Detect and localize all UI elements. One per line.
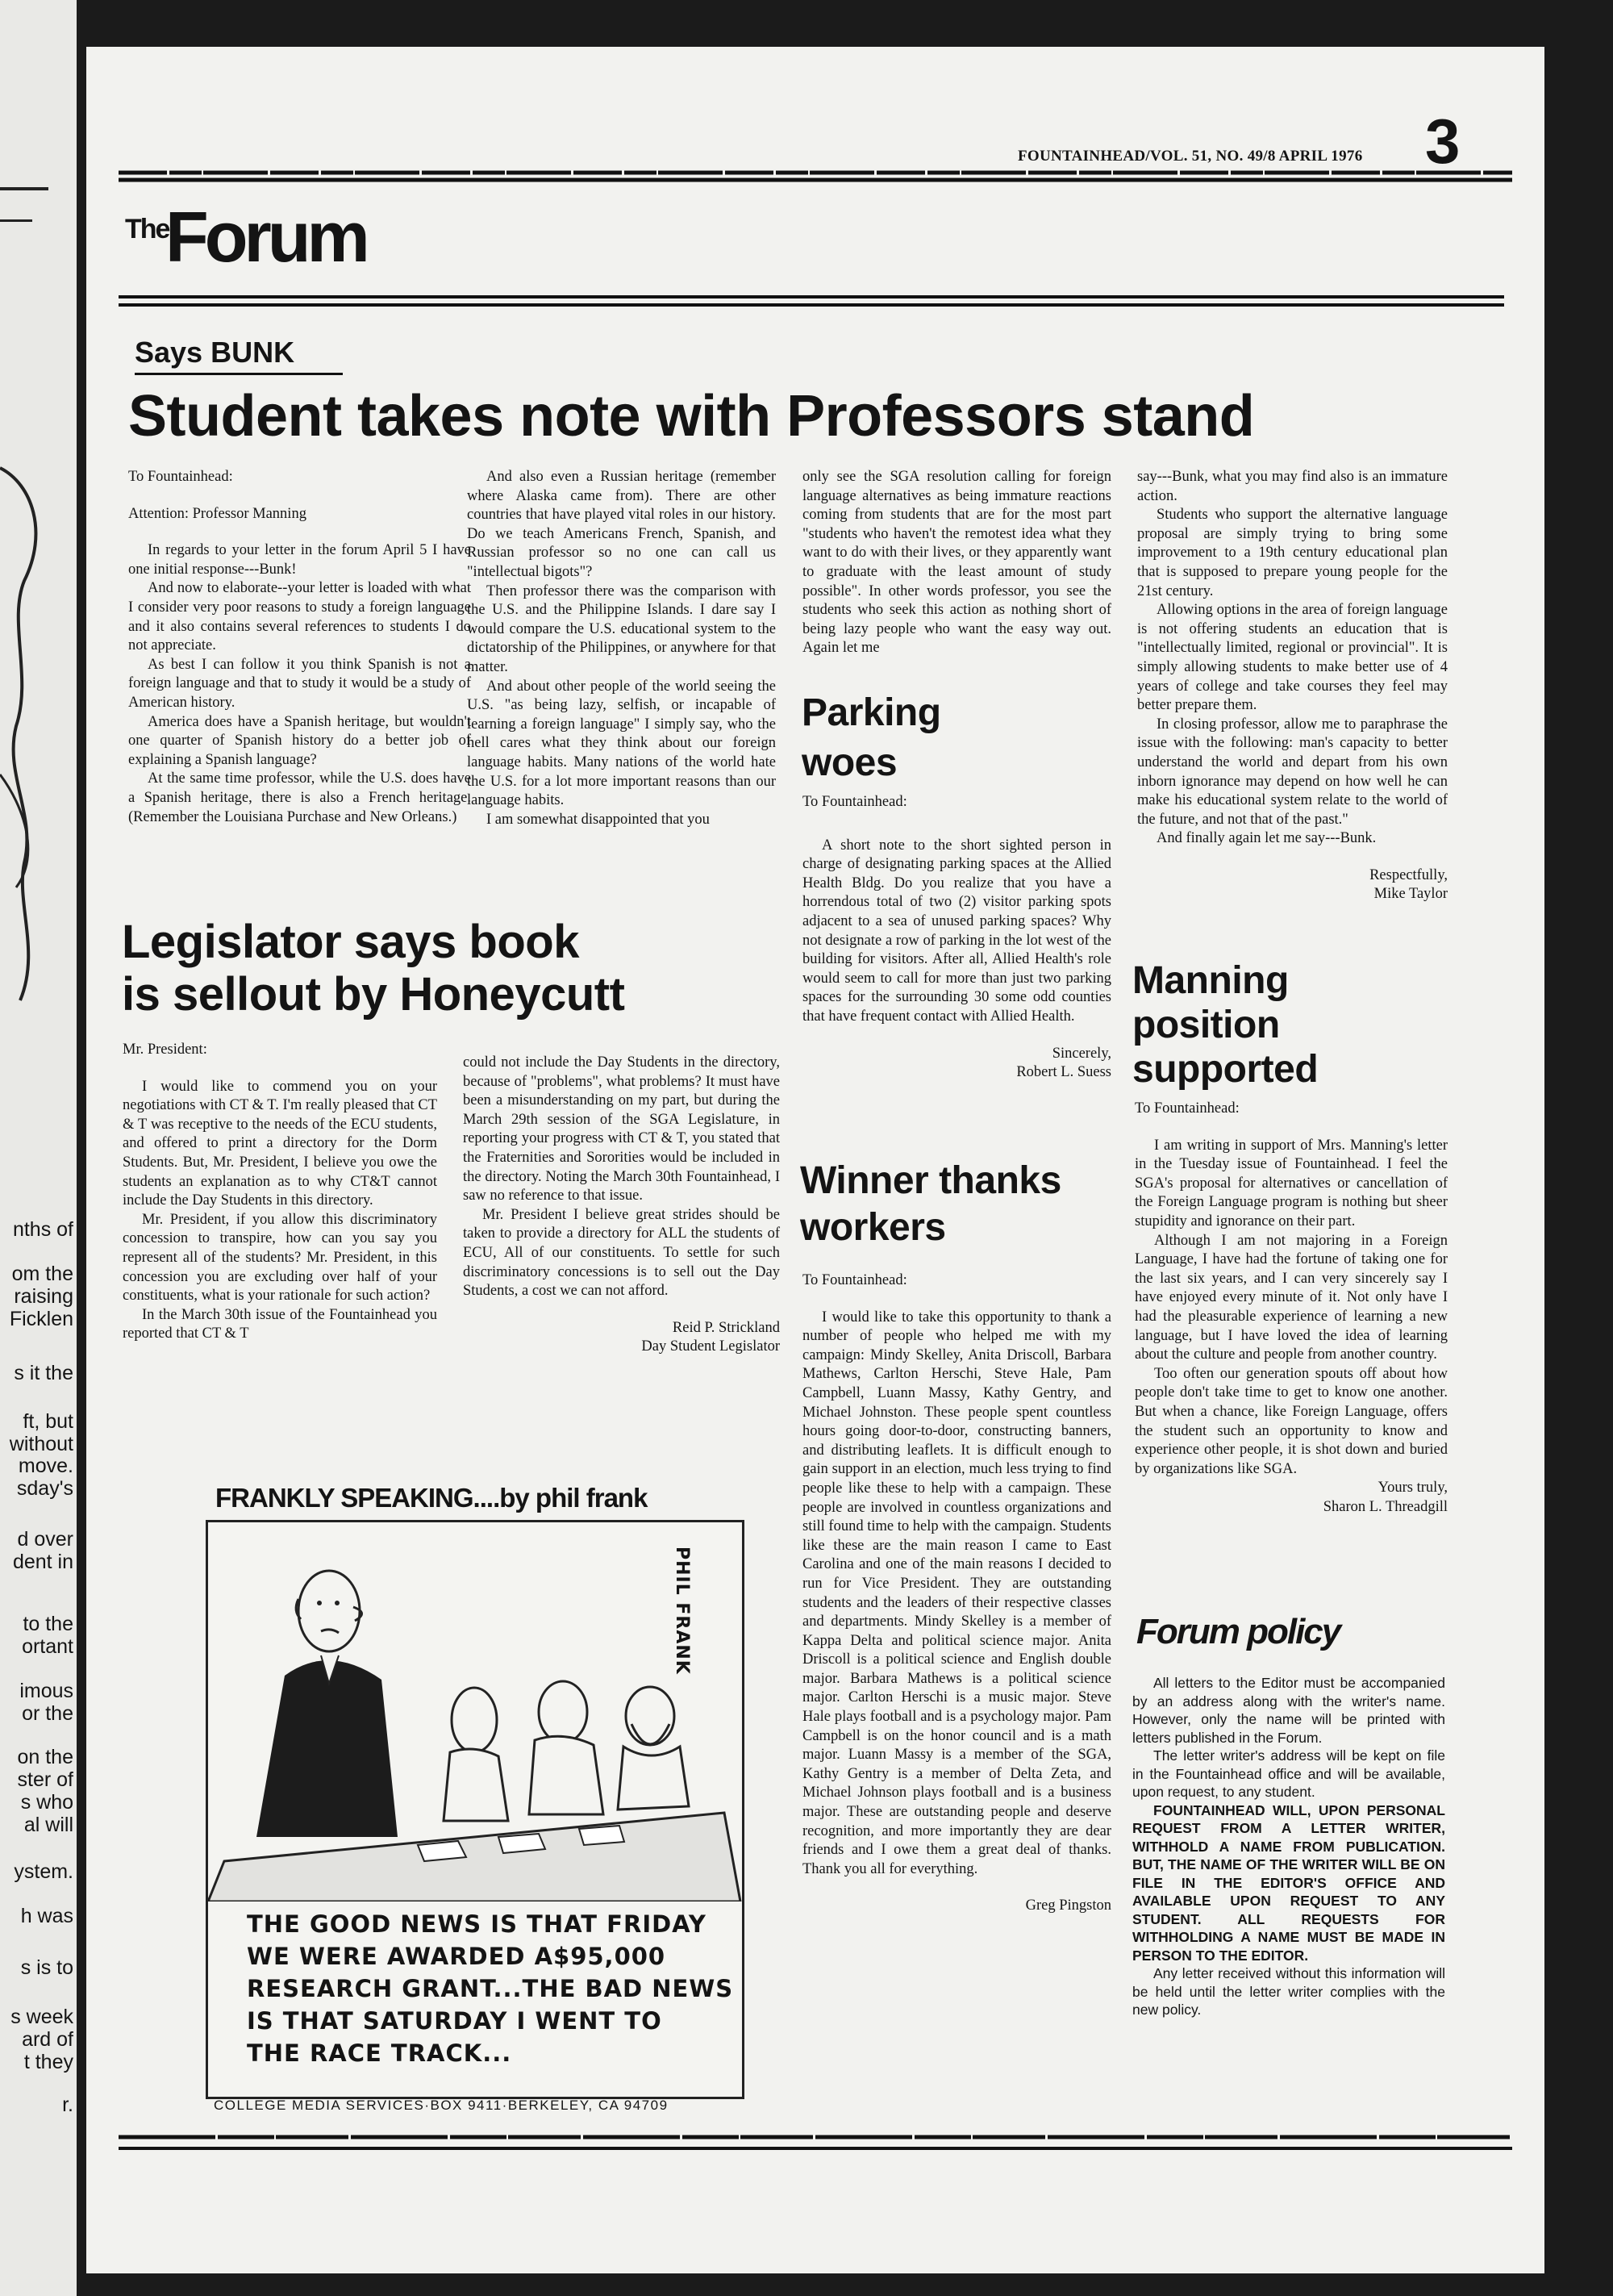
- edge-text-fragment: or the: [22, 1702, 73, 1725]
- edge-text-fragment: ard of: [22, 2028, 73, 2051]
- paragraph: only see the SGA resolution calling for foreign language alternatives as being immature reactions coming from students that are for the most part "students who haven't the remotest idea what they want to do with their lives, or they apparently want to graduate with the least amount of study possible". In other words professor, you see the students who seek this action as nothing short of being lazy people who want the easy way out. Again let me: [802, 469, 1111, 657]
- edge-text-fragment: dent in: [12, 1551, 73, 1573]
- paragraph: America does have a Spanish heritage, but wouldn't one quarter of Spanish history do a better job of explaining a Spanish language?: [128, 713, 471, 768]
- paragraph: In regards to your letter in the forum April 5 I have one initial response---Bunk!: [128, 542, 471, 578]
- edge-text-fragment: on the: [17, 1746, 73, 1768]
- headline-line: position: [1132, 1004, 1280, 1046]
- section-rule: [119, 303, 1504, 307]
- cartoon-drawing: [208, 1522, 742, 1902]
- paragraph: Then professor there was the comparison with the U.S. and the Philippine Islands. I dare say I would compare the U.S. educational system to the dictatorship of the Philippines, or anywhere for that matter.: [467, 582, 776, 675]
- signature: Robert L. Suess: [1016, 1064, 1111, 1081]
- edge-rule: [0, 219, 32, 222]
- caption-line: THE RACE TRACK...: [247, 2039, 512, 2067]
- paragraph: Mr. President I believe great strides should be taken to provide a directory for ALL the students of ECU, All of our constituents. To settle for such discriminatory concessions is to sell out the Day Students, a cost we can not afford.: [463, 1206, 780, 1300]
- edge-text-fragment: imous: [19, 1680, 73, 1702]
- paragraph: And about other people of the world seeing the U.S. "as being lazy, selfish, or incapable of learning a foreign language" I simply say, who the hell cares what they think about our foreign language habits. Many nations of the world hate the U.S. for a lot more important reasons than our language habits.: [467, 678, 776, 809]
- caption-line: IS THAT SATURDAY I WENT TO: [247, 2007, 662, 2035]
- paragraph: And finally again let me say---Bunk.: [1157, 830, 1377, 847]
- paragraph: say---Bunk, what you may find also is an immature action.: [1137, 469, 1448, 504]
- top-double-rule: [119, 168, 1512, 187]
- edge-text-fragment: om the: [11, 1263, 73, 1285]
- edge-text-fragment: s it the: [14, 1362, 73, 1384]
- headline-line: Manning: [1132, 959, 1289, 1002]
- article-headline: [122, 916, 624, 1021]
- edge-text-fragment: d over: [17, 1528, 73, 1551]
- cartoon-credit: COLLEGE MEDIA SERVICES·BOX 9411·BERKELEY, CA 94709: [214, 2098, 669, 2113]
- edge-text-fragment: al will: [23, 1814, 73, 1836]
- paragraph: I would like to take this opportunity to thank a number of people who helped me with my campaign: Mindy Skelley, Anita Driscoll, Barbara Mathews, Carlton Herschi, Steve Hale, Pam Campbell, Luann Massy, Kathy Gentry, and Michael Johnston. These people spent countless hours going door-to-door, constructing banners, and distributing leaflets. It is difficult enough to gain support in an election, much less trying to find people like these to help with a campaign. These people are involved in countless organizations and still found time to help with the campaign. Students like these are the main reason I came to East Carolina and one of the main reasons I decided to run for Vice President. They are outstanding students and the leaders of their respective classes and departments. Mindy Skelley is a member of Kappa Delta and political science major. Anita Driscoll is a political science and English double major. Barbara Mathews is a political science major. Carlton Herschi is a music major. Steve Hale plays football and is a psychology major. Pam Campbell is on the honor council and is a math major. Luann Massy is a member of the SGA, Kathy Gentry is a member of Delta Zeta, and Michael Johnson plays football and is a business major. These are outstanding people and deserve recognition, and more importantly they are dear friends and I owe them a great deal of thanks. Thank you all for everything.: [802, 1309, 1111, 1877]
- edge-text-fragment: s is to: [20, 1956, 73, 1979]
- edge-text-fragment: h was: [20, 1905, 73, 1927]
- edge-illustration: [0, 436, 77, 1049]
- headline-line: Winner thanks: [800, 1159, 1061, 1202]
- paragraph: As best I can follow it you think Spanish is not a foreign language and that to study it would be a study of American history.: [128, 656, 471, 711]
- article-headline: [802, 688, 941, 788]
- paragraph: Although I am not majoring in a Foreign Language, I have had the fortune of taking one for the last six years, and I can very sincerely say I have enjoyed every minute of it. Not only have I had the pleasurable experience of learning a new language, but I have loved the idea of learning about the culture and people from another country.: [1135, 1232, 1448, 1363]
- article-column: [802, 468, 1111, 658]
- bottom-double-rule: [119, 2132, 1512, 2156]
- kicker-underline: [135, 373, 343, 375]
- paragraph: In the March 30th issue of the Fountainhead you reported that CT & T: [123, 1306, 437, 1342]
- signature: Reid P. Strickland: [672, 1319, 780, 1336]
- section-title-forum: Forum: [165, 197, 366, 277]
- article-column: [1135, 1100, 1448, 1517]
- page-number: 3: [1425, 106, 1461, 177]
- edge-text-fragment: s who: [20, 1791, 73, 1814]
- cartoon-panel: [206, 1520, 744, 2099]
- paragraph: Mr. President, if you allow this discriminatory concession to transpire, how can you say you represent all of the students? Mr. President, in this concession you are excluding over half of your constituents, what is your rationale for such action?: [123, 1211, 437, 1305]
- closing: Respectfully,: [1369, 866, 1448, 883]
- paragraph: At the same time professor, while the U.S. does have a Spanish heritage, there is also a French heritage. (Remember the Louisiana Purchase and New Orleans.): [128, 770, 471, 825]
- edge-text-fragment: s week: [10, 2006, 73, 2028]
- edge-text-fragment: move.: [18, 1455, 73, 1477]
- caption-line: WE WERE AWARDED A$95,000: [247, 1943, 666, 1970]
- paragraph: A short note to the short sighted person in charge of designating parking spaces at the Allied Health Bldg. Do you realize that you have a horrendous total of two (2) visitor parking spots adjacent to a sea of unused parking spaces? Why not designate a row of parking in the lot west of the building for visitors. After all, Allied Health's role would seem to call for more than just two parking spaces for the surrounding 30 some odd counties that have frequent contact with Allied Health.: [802, 837, 1111, 1025]
- signature: Greg Pingston: [1025, 1897, 1111, 1914]
- article-headline: Student takes note with Professors stand: [128, 384, 1255, 449]
- article-headline: [1132, 958, 1318, 1092]
- kicker: Says BUNK: [135, 336, 295, 369]
- policy-title: Forum policy: [1136, 1612, 1340, 1651]
- salutation: To Fountainhead:: [1135, 1100, 1240, 1117]
- policy-paragraph: Any letter received without this information will be held until the letter writer complies with the new policy.: [1132, 1965, 1445, 2018]
- paragraph: Allowing options in the area of foreign language is not offering students an education that is "intellectually limited, regional or provincial". It is simply allowing students to make better use of 4 years of college and take courses they feel may better prepare them.: [1137, 602, 1448, 714]
- article-column: [128, 468, 471, 827]
- signature: Mike Taylor: [1373, 886, 1448, 903]
- edge-text-fragment: to the: [23, 1613, 73, 1635]
- article-column: [463, 1054, 780, 1357]
- edge-text-fragment: Ficklen: [9, 1308, 73, 1330]
- paragraph: And now to elaborate--your letter is loaded with what I consider very poor reasons to study a foreign language and it also contains several references to students I do not appreciate.: [128, 580, 471, 654]
- salutation: To Fountainhead:: [802, 794, 907, 810]
- policy-paragraph: All letters to the Editor must be accompanied by an address along with the writer's name. However, only the name will be printed with letters published in the Forum.: [1132, 1675, 1445, 1746]
- edge-text-fragment: ster of: [17, 1768, 73, 1791]
- paragraph: Students who support the alternative language proposal are simply trying to bring some improvement to a 19th century educational plan that is supposed to prepare young people for the 21st century.: [1137, 507, 1448, 599]
- newspaper-page: [86, 47, 1544, 2273]
- headline-line: woes: [802, 741, 898, 784]
- section-rule: [119, 295, 1504, 298]
- edge-text-fragment: t they: [23, 2051, 73, 2073]
- headline-line: Parking: [802, 691, 941, 734]
- paragraph: I am somewhat disappointed that you: [486, 811, 710, 828]
- article-column: [802, 793, 1111, 1083]
- edge-text-fragment: ortant: [22, 1635, 73, 1658]
- headline-line: supported: [1132, 1048, 1319, 1091]
- salutation: To Fountainhead:: [802, 1272, 907, 1288]
- edge-rule: [0, 187, 48, 190]
- attention-line: Attention: Professor Manning: [128, 505, 306, 522]
- edge-text-fragment: without: [9, 1433, 73, 1455]
- signature-title: Day Student Legislator: [641, 1338, 780, 1355]
- article-column: [123, 1041, 437, 1344]
- paragraph: could not include the Day Students in the directory, because of "problems", what problems? It must have been a misunderstanding on my part, but during the March 29th session of the SGA Legislature, in reporting your progress with CT & T, you stated that the Fraternities and Sororities would be included in the directory. Noting the March 30th Fountainhead, I saw no reference to that issue.: [463, 1054, 780, 1204]
- article-column: [467, 468, 776, 829]
- paragraph: And also even a Russian heritage (remember where Alaska came from). There are other countries that have played vital roles in our history. Do we teach Americans French, Spanish, and Russian professor so no one can call us "intellectual bigots"?: [467, 469, 776, 580]
- article-headline: [800, 1158, 1061, 1251]
- paragraph: I would like to commend you on your negotiations with CT & T. I'm really pleased that CT & T was receptive to the needs of the ECU students, and offered to print a directory for the Dorm Students. But, Mr. President, I believe you owe the students an explanation as to why CT&T cannot include the Day Students in this directory.: [123, 1078, 437, 1209]
- closing: Sincerely,: [1052, 1045, 1111, 1062]
- edge-text-fragment: sday's: [16, 1477, 73, 1500]
- previous-page-edge: [0, 0, 77, 2296]
- edge-text-fragment: nths of: [12, 1218, 73, 1241]
- headline-line: is sellout by Honeycutt: [122, 967, 625, 1021]
- edge-text-fragment: ystem.: [14, 1860, 73, 1883]
- paragraph: Too often our generation spouts off about how people don't take time to get to know one another. But when a chance, like Foreign Language, offers the student such an opportunity to know and experience other people, it is shot down and buried by organizations like SGA.: [1135, 1365, 1448, 1477]
- masthead-info: FOUNTAINHEAD/VOL. 51, NO. 49/8 APRIL 1976: [1018, 148, 1363, 165]
- policy-paragraph: The letter writer's address will be kept on file in the Fountainhead office and will be available, upon request, to any student.: [1132, 1747, 1445, 1800]
- caption-line: RESEARCH GRANT...THE BAD NEWS: [247, 1975, 734, 2002]
- salutation: Mr. President:: [123, 1042, 207, 1058]
- headline-line: workers: [800, 1206, 946, 1249]
- edge-text-fragment: r.: [62, 2094, 73, 2116]
- closing: Yours truly,: [1378, 1480, 1448, 1497]
- cartoonist-signature: PHIL FRANK: [672, 1547, 692, 1675]
- paragraph: I am writing in support of Mrs. Manning's letter in the Tuesday issue of Fountainhead. I feel the SGA's proposal for alternatives or cancellation of the Foreign Language program is nothing but sheer stupidity and ignorance on their part.: [1135, 1137, 1448, 1229]
- section-title-the: The: [125, 214, 169, 244]
- policy-box: [1132, 1674, 1445, 2019]
- caption-line: THE GOOD NEWS IS THAT FRIDAY: [247, 1910, 706, 1938]
- policy-paragraph: FOUNTAINHEAD WILL, UPON PERSONAL REQUEST FROM A LETTER WRITER, WITHHOLD A NAME FROM PUBLICATION. BUT, THE NAME OF THE WRITER WILL BE ON FILE IN THE EDITOR'S OFFICE AND AVAILABLE UPON REQUEST TO ANY STUDENT. ALL REQUESTS FOR WITHHOLDING A NAME MUST BE MADE IN PERSON TO THE EDITOR.: [1132, 1801, 1445, 1964]
- edge-text-fragment: ft, but: [23, 1410, 73, 1433]
- article-column: [1137, 468, 1448, 904]
- salutation: To Fountainhead:: [128, 469, 233, 485]
- headline-line: Legislator says book: [122, 916, 579, 968]
- edge-text-fragment: raising: [14, 1285, 73, 1308]
- signature: Sharon L. Threadgill: [1323, 1498, 1448, 1515]
- paragraph: In closing professor, allow me to paraphrase the issue with the following: man's capacity to better understand the world and depart from his own inborn ignorance may depend on how well he can make his educational system relate to the world of the future, and not that of the past.": [1137, 716, 1448, 828]
- article-column: [802, 1271, 1111, 1916]
- cartoon-title: FRANKLY SPEAKING....by phil frank: [215, 1483, 648, 1513]
- cartoon-caption: [247, 1908, 733, 2069]
